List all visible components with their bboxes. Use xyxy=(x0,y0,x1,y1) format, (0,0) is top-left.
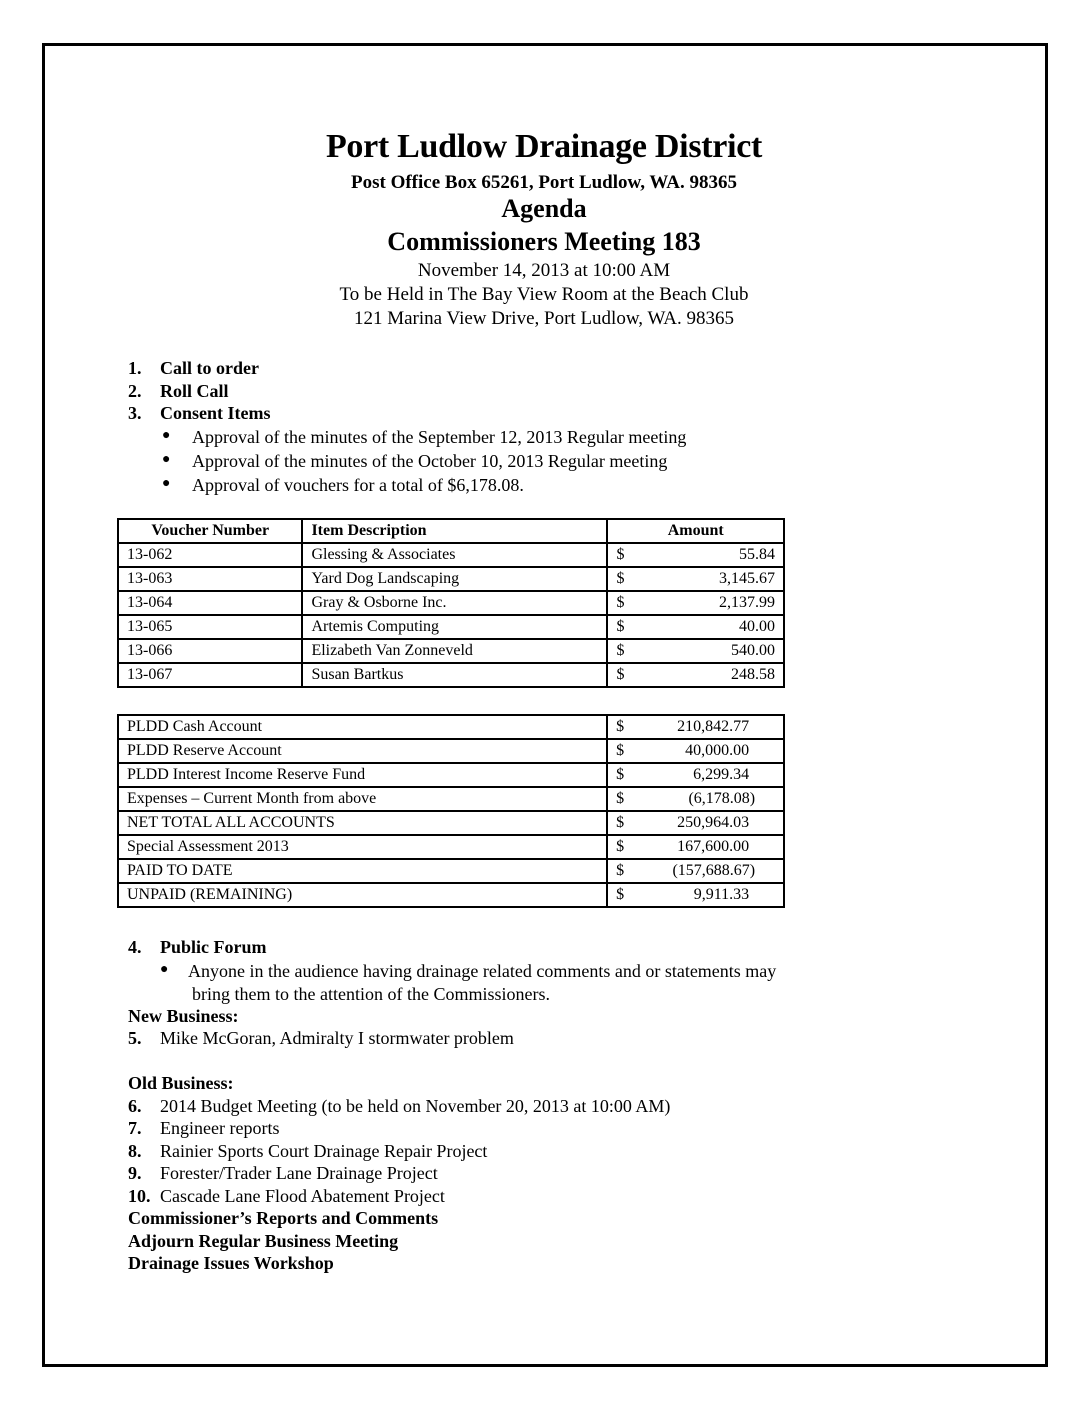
amount-cell: $ 540.00 xyxy=(607,639,784,663)
voucher-number: 13-066 xyxy=(118,639,302,663)
account-label: PAID TO DATE xyxy=(118,859,607,883)
public-forum-text-cont: bring them to the attention of the Commissioners. xyxy=(192,984,550,1004)
consent-item: Approval of the minutes of the September 12, 2013 Regular meeting xyxy=(192,427,687,447)
doc-type-heading: Agenda xyxy=(501,194,587,223)
table-row xyxy=(118,615,784,639)
agenda-item-7: 7. Engineer reports xyxy=(128,1118,280,1138)
account-label: Expenses – Current Month from above xyxy=(118,787,607,811)
table-row xyxy=(118,567,784,591)
bullet-icon: ● xyxy=(162,428,171,443)
bullet-icon: ● xyxy=(162,476,171,491)
table-row xyxy=(118,663,784,687)
org-title: Port Ludlow Drainage District xyxy=(325,128,763,165)
amount-cell: $ (157,688.67) xyxy=(607,859,784,883)
agenda-item-consent: 3. Consent Items xyxy=(128,403,271,423)
drainage-workshop: Drainage Issues Workshop xyxy=(128,1253,334,1273)
amount-cell: $ 210,842.77 xyxy=(607,715,784,739)
item-description: Yard Dog Landscaping xyxy=(302,567,607,591)
consent-item: Approval of the minutes of the October 10, 2013 Regular meeting xyxy=(192,451,668,471)
amount-cell: $ 6,299.34 xyxy=(607,763,784,787)
accounts-table xyxy=(117,714,785,908)
voucher-number: 13-064 xyxy=(118,591,302,615)
account-label: PLDD Interest Income Reserve Fund xyxy=(118,763,607,787)
item-description: Artemis Computing xyxy=(302,615,607,639)
agenda-item-public-forum: 4. Public Forum xyxy=(128,937,267,957)
public-forum-text: Anyone in the audience having drainage related comments and or statements may xyxy=(188,961,777,981)
adjourn-meeting: Adjourn Regular Business Meeting xyxy=(128,1231,399,1251)
table-row xyxy=(118,739,784,763)
amount-cell: $ 248.58 xyxy=(607,663,784,687)
meeting-location: To be Held in The Bay View Room at the Beach Club xyxy=(339,284,749,305)
item-description: Gray & Osborne Inc. xyxy=(302,591,607,615)
table-row xyxy=(118,859,784,883)
agenda-item-10: 10. Cascade Lane Flood Abatement Project xyxy=(128,1186,445,1206)
agenda-item-6: 6. 2014 Budget Meeting (to be held on November 20, 2013 at 10:00 AM) xyxy=(128,1096,671,1116)
column-header: Item Description xyxy=(302,519,607,543)
voucher-number: 13-065 xyxy=(118,615,302,639)
agenda-item-9: 9. Forester/Trader Lane Drainage Project xyxy=(128,1163,438,1183)
bullet-icon: ● xyxy=(160,962,169,977)
table-row xyxy=(118,835,784,859)
agenda-item-roll-call: 2. Roll Call xyxy=(128,381,229,401)
meeting-location-address: 121 Marina View Drive, Port Ludlow, WA. 98365 xyxy=(353,308,735,329)
table-row xyxy=(118,883,784,907)
amount-cell: $ 167,600.00 xyxy=(607,835,784,859)
org-address: Post Office Box 65261, Port Ludlow, WA. 98365 xyxy=(351,172,737,193)
column-header: Voucher Number xyxy=(118,519,302,543)
item-description: Susan Bartkus xyxy=(302,663,607,687)
voucher-number: 13-063 xyxy=(118,567,302,591)
amount-cell: $ (6,178.08) xyxy=(607,787,784,811)
item-description: Elizabeth Van Zonneveld xyxy=(302,639,607,663)
commissioner-reports: Commissioner’s Reports and Comments xyxy=(128,1208,439,1228)
voucher-number: 13-067 xyxy=(118,663,302,687)
meeting-datetime: November 14, 2013 at 10:00 AM xyxy=(417,260,671,281)
item-description: Glessing & Associates xyxy=(302,543,607,567)
agenda-item-8: 8. Rainier Sports Court Drainage Repair Project xyxy=(128,1141,488,1161)
column-header: Amount xyxy=(607,519,784,543)
amount-cell: $ 2,137.99 xyxy=(607,591,784,615)
table-header-row xyxy=(118,519,784,543)
amount-cell: $ 40,000.00 xyxy=(607,739,784,763)
amount-cell: $ 9,911.33 xyxy=(607,883,784,907)
table-row xyxy=(118,591,784,615)
amount-cell: $ 250,964.03 xyxy=(607,811,784,835)
table-row xyxy=(118,543,784,567)
account-label: UNPAID (REMAINING) xyxy=(118,883,607,907)
agenda-item-call-to-order: 1. Call to order xyxy=(128,358,259,378)
amount-cell: $ 55.84 xyxy=(607,543,784,567)
meeting-title: Commissioners Meeting 183 xyxy=(387,227,701,256)
table-row xyxy=(118,763,784,787)
bullet-icon: ● xyxy=(162,452,171,467)
table-row xyxy=(118,639,784,663)
amount-cell: $ 40.00 xyxy=(607,615,784,639)
new-business-heading: New Business: xyxy=(128,1006,239,1026)
table-row xyxy=(118,787,784,811)
voucher-number: 13-062 xyxy=(118,543,302,567)
voucher-table xyxy=(117,518,785,688)
agenda-item-5: 5. Mike McGoran, Admiralty I stormwater problem xyxy=(128,1028,514,1048)
account-label: NET TOTAL ALL ACCOUNTS xyxy=(118,811,607,835)
account-label: Special Assessment 2013 xyxy=(118,835,607,859)
account-label: PLDD Cash Account xyxy=(118,715,607,739)
table-row xyxy=(118,715,784,739)
consent-item: Approval of vouchers for a total of $6,178.08. xyxy=(192,475,524,495)
amount-cell: $ 3,145.67 xyxy=(607,567,784,591)
old-business-heading: Old Business: xyxy=(128,1073,234,1093)
account-label: PLDD Reserve Account xyxy=(118,739,607,763)
table-row xyxy=(118,811,784,835)
